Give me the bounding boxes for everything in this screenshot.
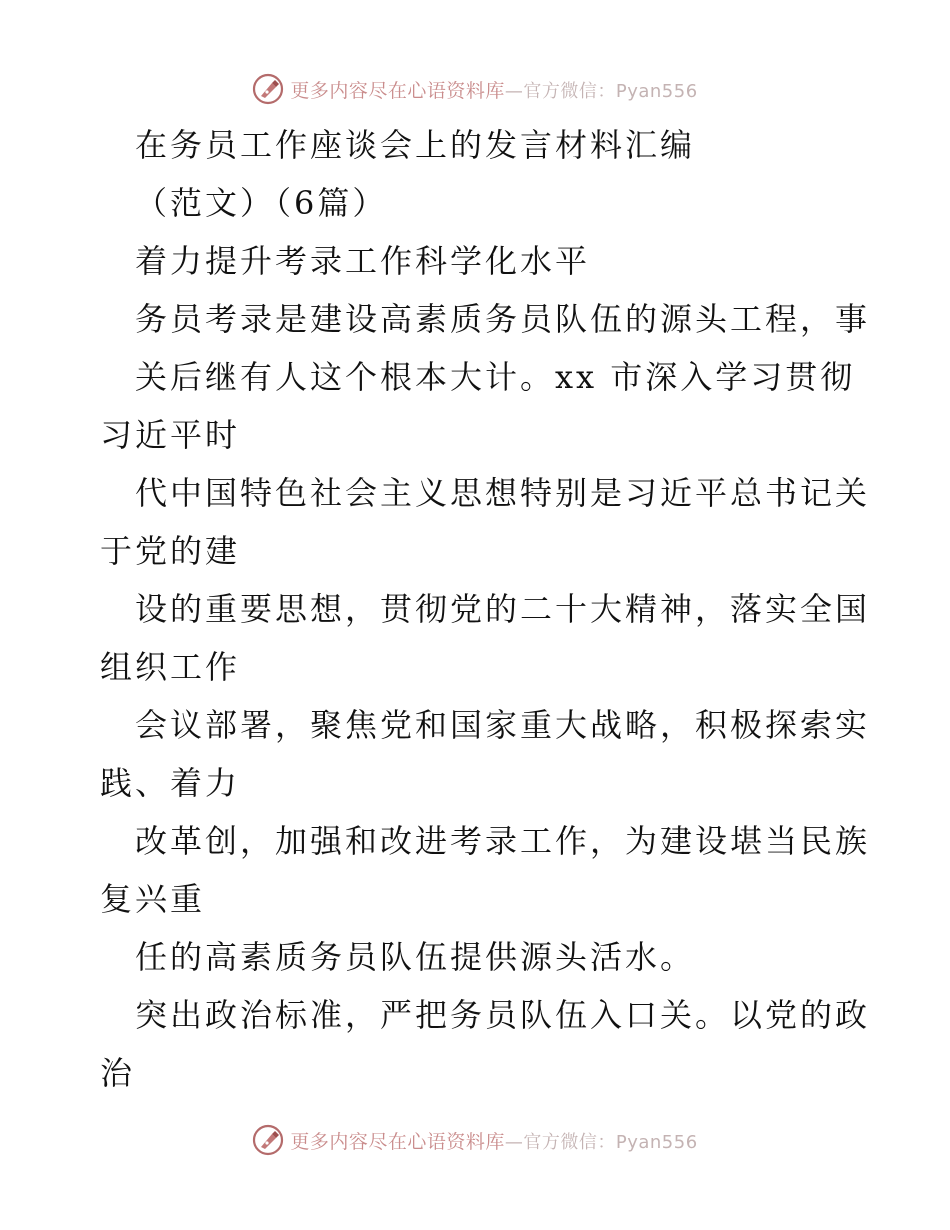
document-subtitle-line: （范文）（6篇） bbox=[135, 184, 388, 222]
watermark-brand: 更多内容尽在心语资料库 bbox=[290, 1130, 505, 1153]
body-line: 任的高素质务员队伍提供源头活水。 bbox=[135, 938, 696, 976]
pen-nib-logo-icon bbox=[252, 73, 284, 105]
document-body bbox=[0, 116, 950, 1102]
body-line: 践、着力 bbox=[100, 764, 241, 802]
footer-watermark bbox=[0, 1123, 950, 1157]
watermark-contact: —官方微信：Pyan556 bbox=[504, 1131, 698, 1153]
body-line: 会议部署，聚焦党和国家重大战略，积极探索实 bbox=[135, 706, 871, 744]
body-line: 治 bbox=[100, 1054, 136, 1092]
section-heading: 着力提升考录工作科学化水平 bbox=[135, 242, 591, 280]
body-line: 习近平时 bbox=[100, 416, 241, 454]
body-line: 复兴重 bbox=[100, 880, 206, 918]
body-line: 务员考录是建设高素质务员队伍的源头工程，事 bbox=[135, 300, 871, 338]
body-line: 改革创，加强和改进考录工作，为建设堪当民族 bbox=[135, 822, 871, 860]
header-watermark bbox=[0, 72, 950, 106]
body-line: 组织工作 bbox=[100, 648, 241, 686]
body-line: 关后继有人这个根本大计。xx 市深入学习贯彻 bbox=[135, 358, 856, 396]
body-line: 设的重要思想，贯彻党的二十大精神，落实全国 bbox=[135, 590, 871, 628]
body-line: 突出政治标准，严把务员队伍入口关。以党的政 bbox=[135, 996, 871, 1034]
watermark-contact: —官方微信：Pyan556 bbox=[504, 80, 698, 102]
body-line: 于党的建 bbox=[100, 532, 241, 570]
body-line: 代中国特色社会主义思想特别是习近平总书记关 bbox=[135, 474, 871, 512]
document-title-line: 在务员工作座谈会上的发言材料汇编 bbox=[135, 126, 696, 164]
pen-nib-logo-icon bbox=[252, 1124, 284, 1156]
watermark-brand: 更多内容尽在心语资料库 bbox=[290, 79, 505, 102]
